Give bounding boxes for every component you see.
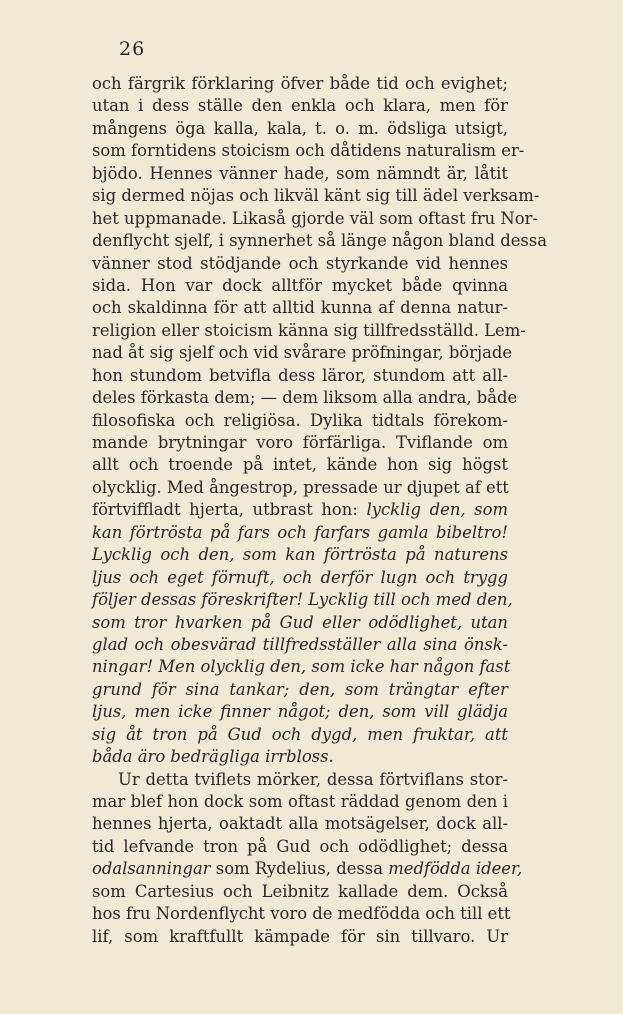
text-segment: bjödo. Hennes vänner hade, som nämndt är, låtit: [92, 163, 508, 183]
text-line: [92, 589, 513, 611]
text-line: [92, 275, 508, 297]
text-line: [92, 387, 518, 409]
italic-text: medfödda ideer,: [388, 859, 523, 879]
text-line: [92, 118, 508, 140]
text-segment: filosofiska och religiösa. Dylika tidtals förekom-: [92, 410, 508, 430]
text-segment: allt och troende på intet, kände hon sig högst: [92, 455, 508, 475]
text-line: [92, 410, 508, 432]
text-segment: och skaldinna för att alltid kunna af denna natur-: [92, 298, 508, 318]
text-segment: het uppmanade. Likaså gjorde väl som oftast fru Nor-: [92, 208, 539, 228]
text-line: [92, 253, 508, 275]
text-line: [92, 320, 526, 342]
text-line: [92, 679, 508, 701]
italic-text: lycklig den, som: [366, 500, 509, 520]
text-line: [92, 858, 523, 880]
text-line: [92, 746, 508, 768]
text-segment: deles förkasta dem; — dem liksom alla andra, både: [92, 388, 518, 408]
text-line: [92, 140, 525, 162]
text-line: [92, 365, 508, 387]
text-segment: som forntidens stoicism och dåtidens naturalism er-: [92, 141, 525, 161]
text-line: [92, 477, 508, 499]
text-line: [92, 163, 508, 185]
italic-text: sig åt tron på Gud och dygd, men fruktar, att: [92, 724, 508, 744]
text-line: [92, 701, 508, 723]
text-segment: tid lefvande tron på Gud och odödlighet; dessa: [92, 836, 508, 856]
text-segment: denflycht sjelf, i synnerhet så länge någon bland dessa: [92, 231, 548, 251]
text-segment: Ur detta tviflets mörker, dessa förtviflans stor-: [118, 769, 508, 789]
text-line: [92, 813, 508, 835]
text-line: [92, 73, 508, 95]
text-segment: mar blef hon dock som oftast räddad genom den i: [92, 792, 508, 811]
italic-text: ljus och eget förnuft, och derför lugn och trygg: [92, 567, 508, 587]
text-segment: sida. Hon var dock alltför mycket både qvinna: [92, 275, 508, 295]
text-line: [92, 724, 508, 746]
italic-text: som tror hvarken på Gud eller odödlighet, utan: [92, 612, 508, 632]
paragraph-2: [92, 769, 523, 949]
text-line: [92, 881, 508, 903]
text-segment: som Cartesius och Leibnitz kallade dem. Också: [92, 881, 508, 901]
text-segment: förtviffladt hjerta, utbrast hon:: [92, 500, 367, 520]
text-line: [92, 836, 508, 858]
body-text: [92, 73, 548, 948]
text-line: [92, 185, 540, 207]
text-line: [92, 567, 508, 589]
text-line: [92, 544, 508, 566]
page-number: 26: [119, 38, 146, 60]
text-segment: religion eller stoicism känna sig tillfredsställd. Lem-: [92, 320, 526, 340]
italic-text: ljus, men icke finner något; den, som vill glädja: [92, 702, 508, 722]
text-line: [92, 95, 508, 117]
text-line: [92, 230, 548, 252]
text-line: [92, 656, 511, 678]
text-segment: hos fru Nordenflycht voro de medfödda och till ett: [92, 904, 511, 924]
italic-text: Lycklig och den, som kan förtrösta på naturens: [92, 545, 508, 565]
text-line: [92, 499, 508, 521]
text-segment: olycklig. Med ångestrop, pressade ur djupet af ett: [92, 477, 509, 497]
text-line: [92, 454, 508, 476]
text-line: [92, 342, 513, 364]
italic-text: odalsanningar: [92, 859, 211, 879]
italic-text: ningar! Men olycklig den, som icke har någon fast: [92, 657, 511, 677]
paragraph-1: [92, 73, 548, 769]
text-line: [92, 926, 508, 948]
text-segment: utan i dess ställe den enkla och klara, men för: [92, 96, 508, 116]
italic-text: glad och obesvärad tillfredsställer alla sina önsk-: [92, 634, 508, 654]
italic-text: grund för sina tankar; den, som trängtar efter: [92, 679, 508, 699]
text-segment: sig dermed nöjas och likväl känt sig till ädel verksam-: [92, 186, 540, 206]
text-line: [92, 769, 508, 791]
text-line: [92, 297, 508, 319]
text-segment: och färgrik förklaring öfver både tid och evighet;: [92, 74, 508, 93]
italic-text: båda äro bedrägliga irrbloss.: [92, 747, 334, 767]
text-line: [92, 634, 508, 656]
italic-text: följer dessas föreskrifter! Lycklig till och med den,: [92, 590, 513, 610]
text-segment: hon stundom betvifla dess läror, stundom att all-: [92, 365, 508, 385]
text-line: [92, 612, 508, 634]
text-segment: nad åt sig sjelf och vid svårare pröfningar, började: [92, 343, 513, 363]
text-line: [92, 208, 539, 230]
text-line: [92, 432, 508, 454]
text-segment: mångens öga kalla, kala, t. o. m. ödsliga utsigt,: [92, 118, 508, 138]
text-line: [92, 791, 508, 813]
text-segment: mande brytningar voro förfärliga. Tviflande om: [92, 433, 508, 452]
text-line: [92, 903, 511, 925]
italic-text: kan förtrösta på fars och farfars gamla bibeltro!: [92, 522, 508, 542]
text-segment: lif, som kraftfullt kämpade för sin tillvaro. Ur: [92, 926, 508, 946]
text-segment: vänner stod stödjande och styrkande vid hennes: [92, 253, 508, 273]
text-segment: som Rydelius, dessa: [210, 859, 389, 879]
text-segment: hennes hjerta, oaktadt alla motsägelser, dock all-: [92, 814, 508, 834]
text-line: [92, 522, 508, 544]
